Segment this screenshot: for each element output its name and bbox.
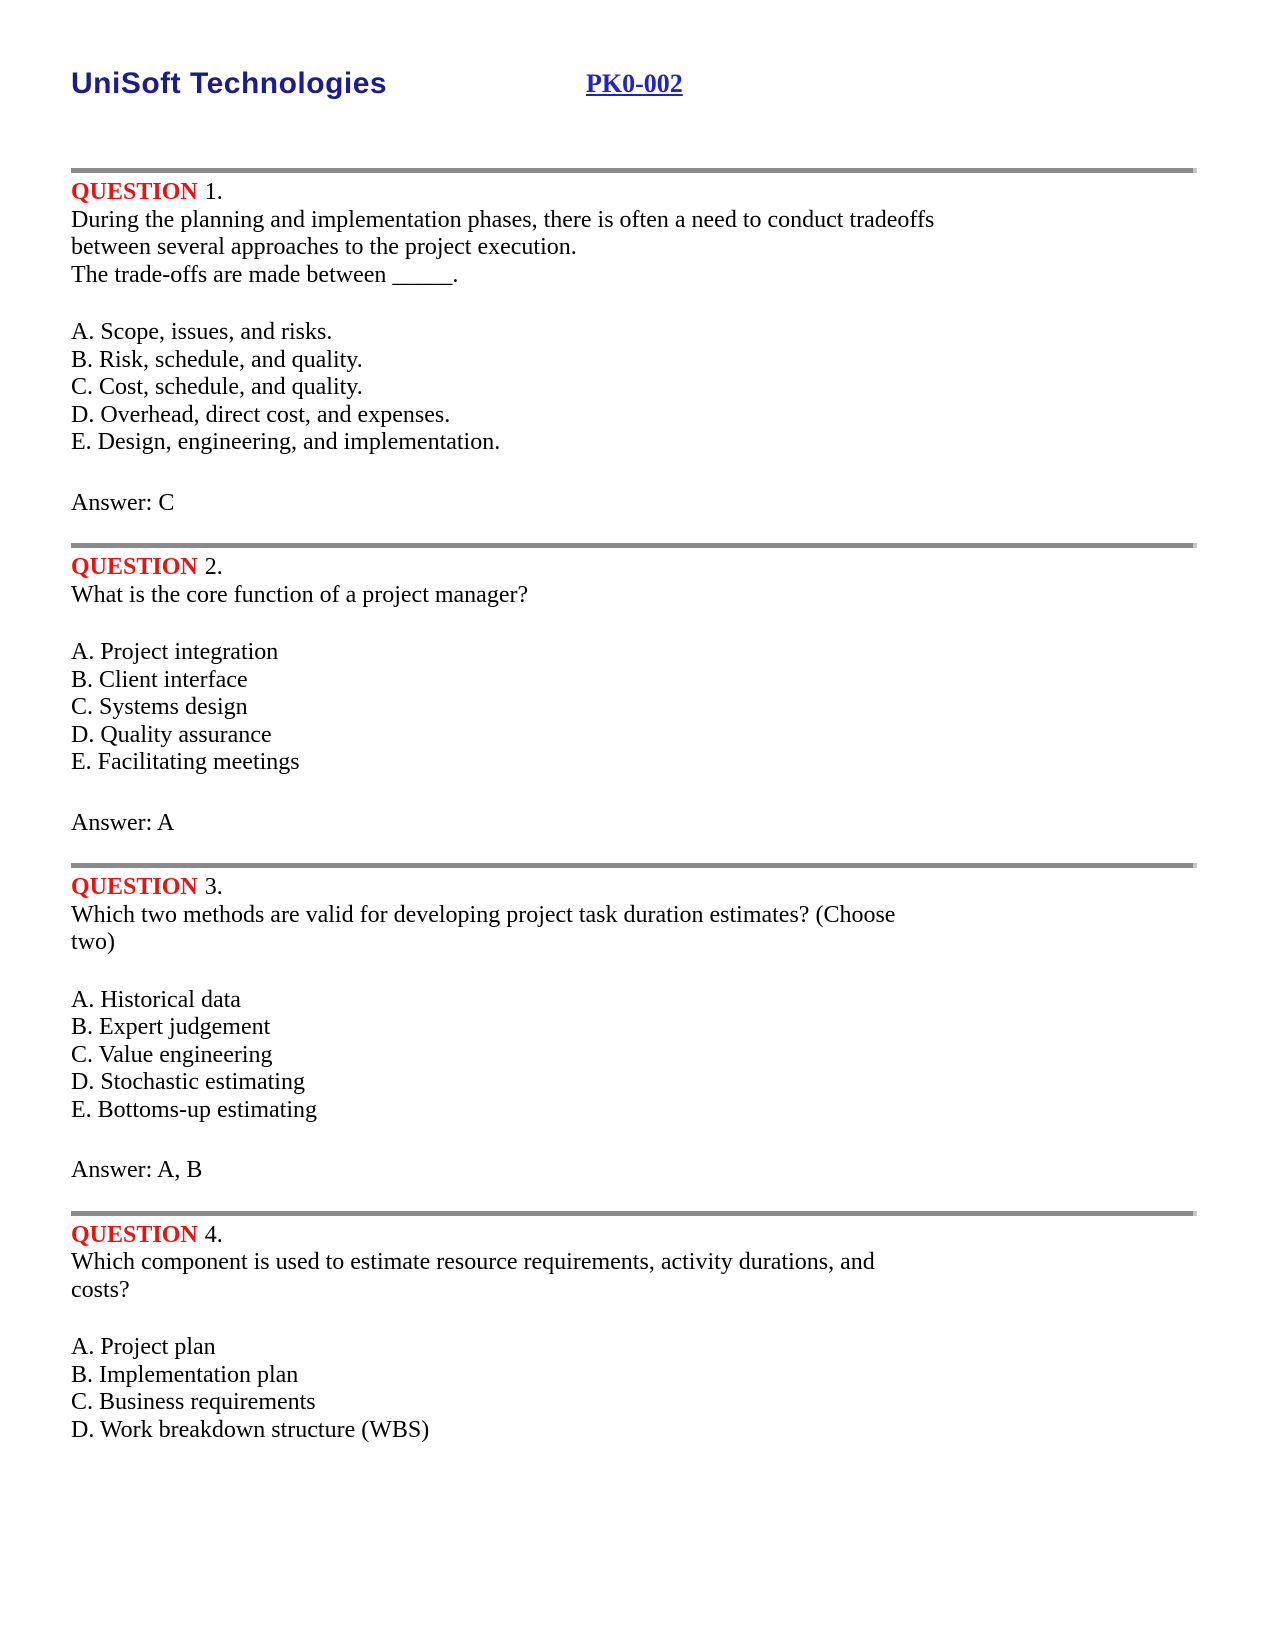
question-separator — [71, 1211, 1197, 1216]
option-line: E. Design, engineering, and implementation. — [71, 429, 501, 455]
option-line: D. Quality assurance — [71, 721, 272, 748]
answer-line: Answer: A, B — [71, 1157, 203, 1183]
question-block-4 — [71, 1222, 1197, 1445]
question-text-line: The trade-offs are made between _____. — [71, 261, 459, 288]
option-line: B. Client interface — [71, 666, 248, 693]
question-number: 1. — [204, 179, 223, 205]
option-line: C. Systems design — [71, 694, 248, 720]
question-text-line: two) — [71, 929, 115, 955]
question-separator — [71, 168, 1197, 173]
option-line: C. Value engineering — [71, 1041, 273, 1068]
question-heading — [71, 554, 1197, 582]
option-line: D. Stochastic estimating — [71, 1069, 305, 1095]
question-text-line: between several approaches to the project execution. — [71, 234, 577, 260]
option-line: B. Risk, schedule, and quality. — [71, 346, 363, 373]
option-line: C. Business requirements — [71, 1389, 316, 1415]
question-heading — [71, 874, 1197, 902]
option-line: E. Facilitating meetings — [71, 749, 300, 775]
question-number: 3. — [204, 874, 223, 900]
spacer — [71, 1304, 1197, 1334]
question-label: QUESTION — [71, 554, 198, 580]
spacer — [71, 609, 1197, 639]
question-text-line: During the planning and implementation phases, there is often a need to conduct tradeoffs — [71, 206, 935, 233]
option-line: D. Work breakdown structure (WBS) — [71, 1416, 430, 1443]
question-text-line: What is the core function of a project manager? — [71, 581, 529, 608]
question-text-line: Which component is used to estimate resource requirements, activity durations, and — [71, 1249, 875, 1275]
option-line: E. Bottoms-up estimating — [71, 1096, 317, 1123]
answer-line: Answer: C — [71, 489, 175, 516]
question-separator — [71, 863, 1197, 868]
doc-code-link[interactable]: PK0-002 — [586, 69, 683, 98]
spacer — [71, 289, 1197, 319]
option-line: B. Implementation plan — [71, 1361, 299, 1388]
question-block-2 — [71, 554, 1197, 837]
question-block-3 — [71, 874, 1197, 1185]
question-number: 4. — [204, 1221, 223, 1248]
option-line: A. Project plan — [71, 1334, 216, 1360]
question-heading — [71, 1222, 1197, 1250]
question-text-line: costs? — [71, 1276, 130, 1303]
spacer — [71, 957, 1197, 987]
question-text-line: Which two methods are valid for developing project task duration estimates? (Choose — [71, 901, 896, 928]
question-label: QUESTION — [71, 1221, 198, 1248]
question-separator — [71, 543, 1197, 548]
option-line: A. Project integration — [71, 639, 279, 665]
option-line: C. Cost, schedule, and quality. — [71, 374, 363, 400]
question-label: QUESTION — [71, 874, 198, 900]
question-number: 2. — [204, 554, 223, 580]
page-title: UniSoft Technologies — [71, 67, 388, 100]
question-label: QUESTION — [71, 179, 198, 205]
option-line: A. Historical data — [71, 986, 241, 1013]
page-header — [71, 64, 1197, 104]
option-line: A. Scope, issues, and risks. — [71, 319, 333, 345]
answer-line: Answer: A — [71, 809, 175, 836]
question-block-1 — [71, 179, 1197, 517]
option-line: B. Expert judgement — [71, 1014, 271, 1040]
option-line: D. Overhead, direct cost, and expenses. — [71, 401, 451, 428]
question-heading — [71, 179, 1197, 207]
